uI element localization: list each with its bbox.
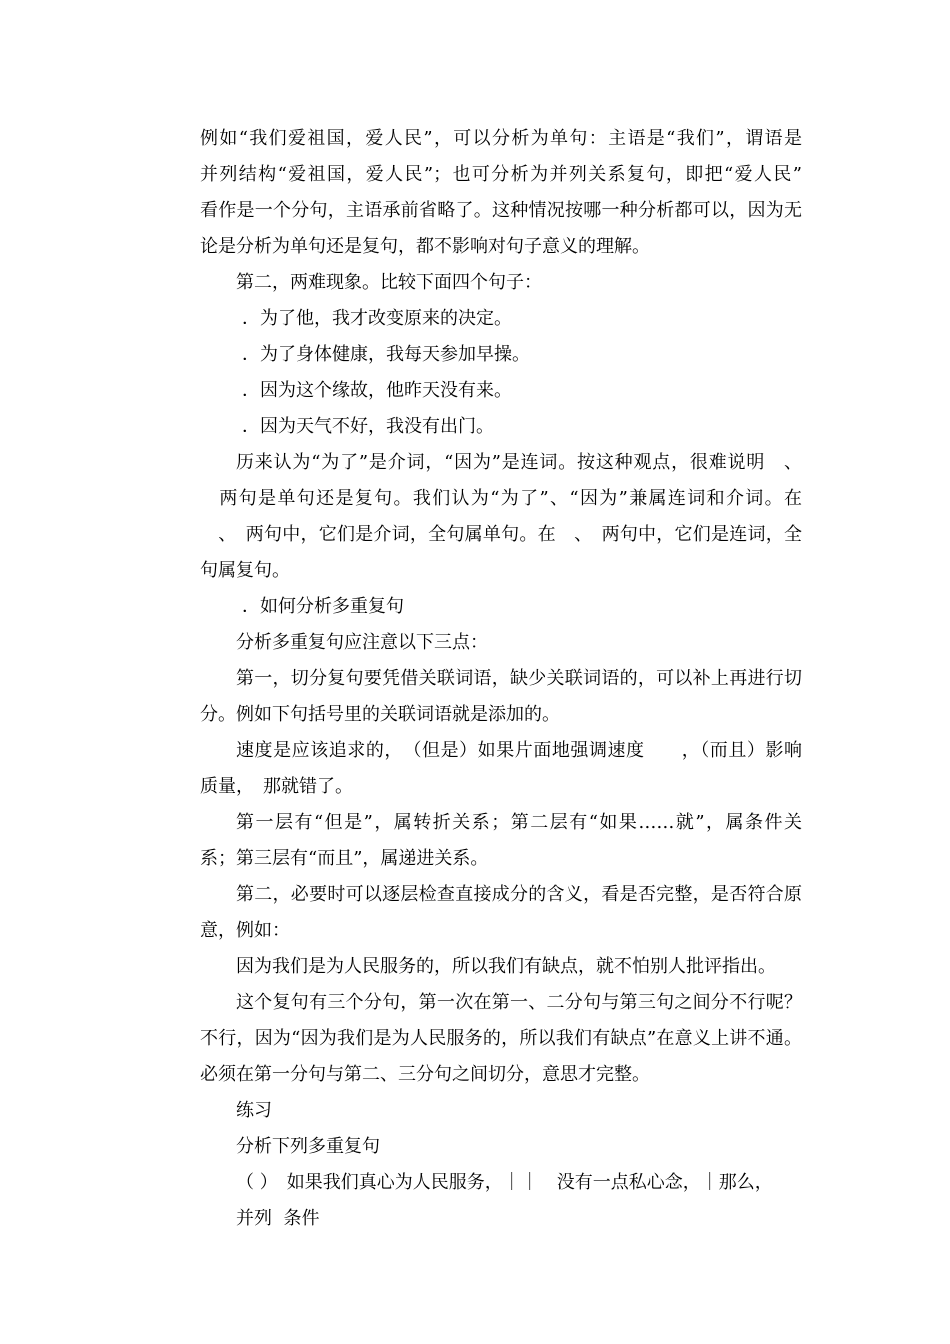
- paragraph-line: 第二，必要时可以逐层检查直接成分的含义，看是否完整，是否符合原: [236, 884, 802, 905]
- paragraph-line: 第一层有“但是”，属转折关系；第二层有“如果……就”，属条件关: [236, 812, 802, 833]
- example-sentence: 速度是应该追求的， （但是）如果片面地强调速度 ，（而且）影响: [236, 740, 802, 761]
- example-sentence: ．为了他，我才改变原来的决定。: [242, 308, 512, 329]
- paragraph-line: 第二，两难现象。比较下面四个句子：: [236, 272, 542, 293]
- example-sentence: 质量， 那就错了。: [200, 776, 353, 797]
- paragraph-line: 分析多重复句应注意以下三点：: [236, 632, 488, 653]
- paragraph-line: 两句是单句还是复句。我们认为“为了”、“因为”兼属连词和介词。在: [200, 488, 802, 509]
- paragraph-line: 第一，切分复句要凭借关联词语，缺少关联词语的，可以补上再进行切: [236, 668, 802, 689]
- example-sentence: 因为我们是为人民服务的，所以我们有缺点，就不怕别人批评指出。: [236, 956, 776, 977]
- paragraph-line: 并列结构“爱祖国，爱人民”；也可分析为并列关系复句，即把“爱人民”: [200, 164, 802, 185]
- paragraph-line: 、 两句中，它们是介词，全句属单句。在 、 两句中，它们是连词，全: [200, 524, 802, 545]
- exercise-annotation: 并列 条件: [236, 1208, 320, 1229]
- section-heading: ．如何分析多重复句: [242, 596, 404, 617]
- paragraph-line: 例如“我们爱祖国，爱人民”，可以分析为单句：主语是“我们”，谓语是: [200, 128, 802, 149]
- paragraph-line: 必须在第一分句与第二、三分句之间切分，意思才完整。: [200, 1064, 650, 1085]
- paragraph-line: 历来认为“为了”是介词，“因为”是连词。按这种观点，很难说明 、: [236, 452, 802, 473]
- exercise-sentence: （ ） 如果我们真心为人民服务，｜｜ 没有一点私心念，｜那么，: [236, 1172, 773, 1193]
- paragraph-line: 分。例如下句括号里的关联词语就是添加的。: [200, 704, 560, 725]
- paragraph-line: 系；第三层有“而且”，属递进关系。: [200, 848, 489, 869]
- paragraph-line: 论是分析为单句还是复句，都不影响对句子意义的理解。: [200, 236, 650, 257]
- paragraph-line: 不行，因为“因为我们是为人民服务的，所以我们有缺点”在意义上讲不通。: [200, 1028, 802, 1049]
- example-sentence: ．为了身体健康，我每天参加早操。: [242, 344, 530, 365]
- paragraph-line: 意，例如：: [200, 920, 290, 941]
- exercise-heading: 练习: [236, 1100, 272, 1121]
- example-sentence: ．因为这个缘故，他昨天没有来。: [242, 380, 512, 401]
- example-sentence: ．因为天气不好，我没有出门。: [242, 416, 494, 437]
- paragraph-line: 句属复句。: [200, 560, 290, 581]
- exercise-instruction: 分析下列多重复句: [236, 1136, 380, 1157]
- paragraph-line: 看作是一个分句，主语承前省略了。这种情况按哪一种分析都可以，因为无: [200, 200, 802, 221]
- paragraph-line: 这个复句有三个分句，第一次在第一、二分句与第三句之间分不行呢？: [236, 992, 802, 1013]
